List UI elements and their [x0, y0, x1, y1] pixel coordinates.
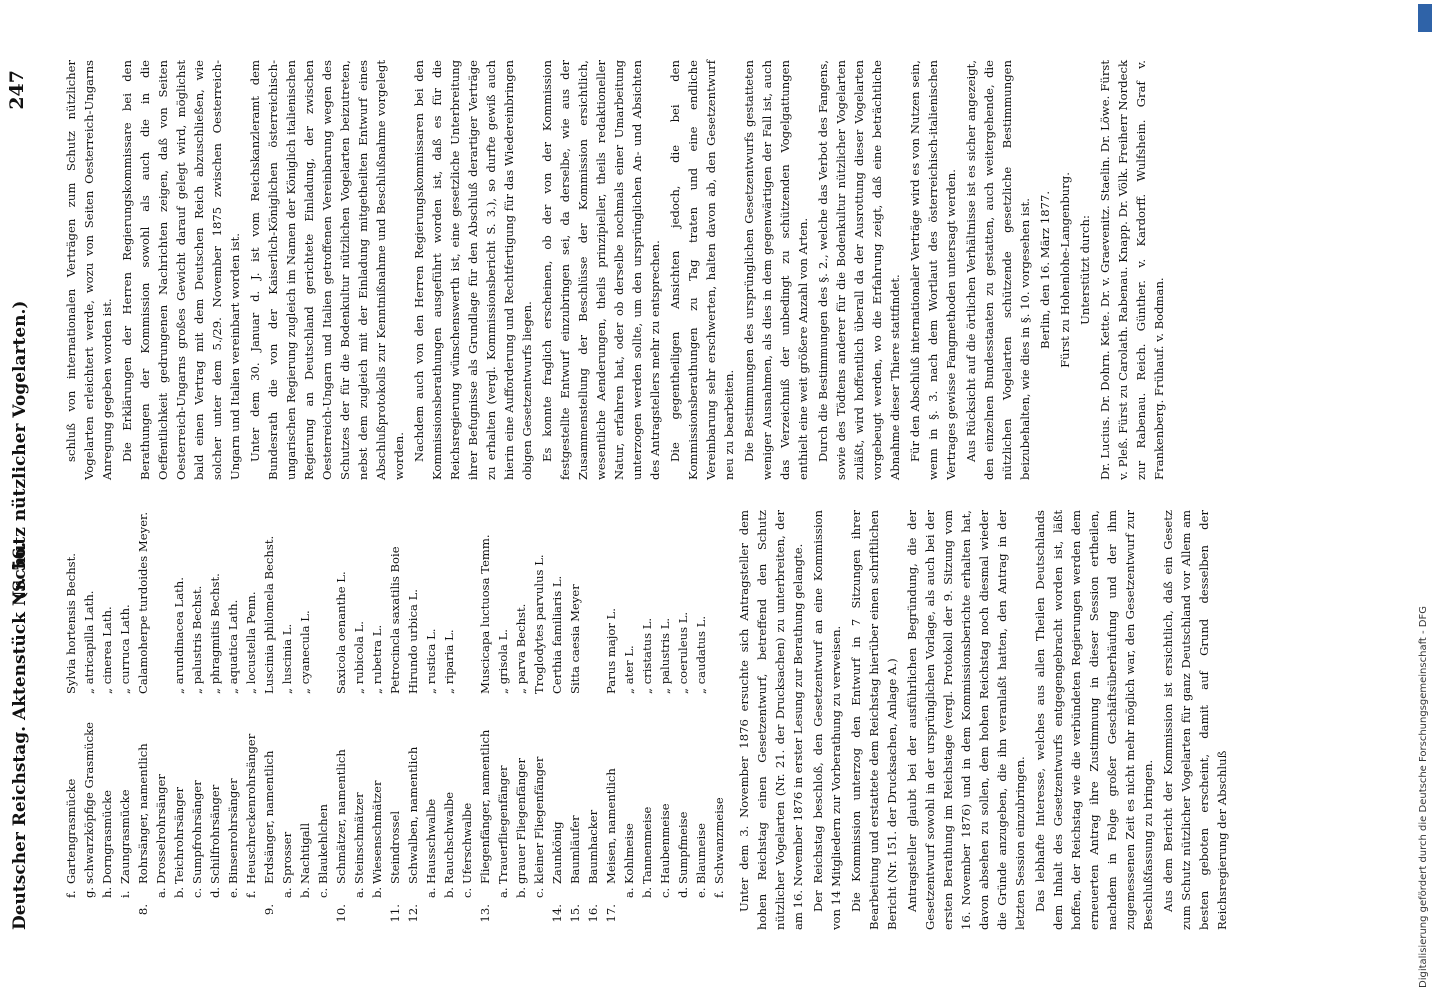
- species-latin-name: „ curruca Lath.: [118, 604, 132, 694]
- species-german-name: Zaungrasmücke: [118, 789, 132, 884]
- species-german-name: Schwalben, namentlich: [406, 746, 420, 884]
- species-german-name: Blaukehlchen: [316, 804, 330, 884]
- species-number: 13.: [478, 904, 492, 923]
- species-number: [98, 898, 116, 930]
- species-number: [440, 898, 458, 930]
- species-row: [530, 510, 548, 930]
- species-latin-name: [152, 510, 170, 694]
- species-row: [368, 510, 386, 930]
- species-number: [116, 898, 134, 930]
- species-row: [188, 510, 206, 930]
- species-row: [476, 510, 494, 930]
- left-paragraph: Das lebhafte Interesse, welches aus allen Theilen Deutschlands dem Inhalt des Gesetzentwurfs entgegengebracht worden ist, läßt hoffen, der Reichstag wie die verbündeten Regierungen werden dem erneuerten Antrag ihre Zustimmung in dieser Session ertheilen, nachdem in Folge großer Geschäftsüberhäufung und der ihm zugemessenen Zeit es nicht mehr möglich war, den Gesetzentwurf zur Beschlußfassung zu bringen.: [1033, 510, 1155, 930]
- species-german-name: Steindrossel: [388, 810, 402, 884]
- species-latin-name: [710, 510, 728, 694]
- page-header: [4, 70, 40, 930]
- species-sub-letter: [332, 884, 350, 898]
- credit-text: Digitalisierung gefördert durch die Deutsche Forschungsgemeinschaft - DFG: [1418, 605, 1429, 988]
- species-number: 10.: [334, 904, 348, 923]
- species-number: [368, 898, 386, 930]
- left-paragraph: Die Kommission unterzog den Entwurf in 7 Sitzungen ihrer Bearbeitung und erstattete dem Reichstag hierüber einen schriftlichen Bericht (Nr. 151. der Drucksachen, Anlage A.): [849, 510, 899, 930]
- species-latin-name: „ luscinia L.: [280, 623, 294, 694]
- species-latin-name: „ grisola L.: [496, 629, 510, 694]
- species-row: [224, 510, 242, 930]
- species-number: [242, 898, 260, 930]
- species-row: [314, 510, 332, 930]
- species-german-name: Baumläufer: [568, 815, 582, 884]
- species-german-name: Rohrsänger, namentlich: [136, 743, 150, 884]
- species-row: [638, 510, 656, 930]
- species-sub-letter: a.: [280, 887, 294, 898]
- species-latin-name: „ parva Bechst.: [514, 603, 528, 694]
- species-number: [170, 898, 188, 930]
- species-german-name: Gartengrasmücke: [64, 778, 78, 884]
- species-number: [314, 898, 332, 930]
- species-latin-name: Troglodytes parvulus L.: [532, 554, 546, 694]
- species-number: [422, 898, 440, 930]
- species-number: [494, 898, 512, 930]
- species-sub-letter: e.: [694, 887, 708, 898]
- species-latin-name: „ cristatus L.: [640, 617, 654, 694]
- species-latin-name: Sitta caesia Meyer: [568, 584, 582, 694]
- species-sub-letter: f.: [712, 890, 726, 898]
- right-paragraph: Nachdem auch von den Herren Regierungskommissaren bei den Kommissionsberathungen ausgeführt worden ist, daß es für die Reichsregierung wünschenswerth ist, eine gesetzliche Unterbreitung ihrer Befugnisse als Grundlage für den Abschluß derartiger Verträge zu erhalten (vergl. Kommissionsbericht S. 3.), so durfte gewiß auch hierin eine Aufforderung und Rechtfertigung für das Wiedereinbringen obigen Gesetzentwurfs liegen.: [412, 60, 534, 480]
- species-row: [134, 510, 152, 930]
- species-sub-letter: a.: [424, 887, 438, 898]
- right-paragraphs: [62, 60, 1034, 480]
- species-sub-letter: [134, 884, 152, 898]
- species-german-name: Schmätzer, namentlich: [334, 749, 348, 884]
- species-german-name: Sumpfrohrsänger: [190, 780, 204, 884]
- species-latin-name: Calamoherpe turdoides Meyer.: [136, 511, 150, 694]
- left-paragraph: Aus dem Bericht der Kommission ist ersichtlich, daß ein Gesetz zum Schutz nützlicher Vogelarten für ganz Deutschland vor Allem am besten geboten erscheint, damit auf Grund desselben der Reichsregierung der Abschluß: [1161, 510, 1229, 930]
- species-latin-name: „ cyanecula L.: [298, 610, 312, 694]
- species-latin-name: [314, 510, 332, 694]
- species-number: 12.: [406, 904, 420, 923]
- header-center: (Schutz nützlicher Vogelarten.): [10, 300, 30, 600]
- species-sub-letter: f.: [64, 890, 78, 898]
- species-number: [350, 898, 368, 930]
- species-sub-letter: c.: [532, 887, 546, 898]
- species-number: [620, 898, 638, 930]
- species-sub-letter: [404, 884, 422, 898]
- species-german-name: Steinschmätzer: [352, 792, 366, 884]
- species-number: [458, 898, 476, 930]
- digitization-credit: [1418, 12, 1432, 988]
- species-german-name: Schwanzmeise: [712, 797, 726, 884]
- right-paragraph: Die Bestimmungen des ursprünglichen Gesetzentwurfs gestatteten weniger Ausnahmen, als dies in dem gegenwärtigen der Fall ist, auch das Verzeichniß der unbedingt zu schützenden Vogelgattungen enthielt eine weit größere Anzahl von Arten.: [742, 60, 810, 480]
- species-number: [188, 898, 206, 930]
- supported-by: Unterstützt durch:: [1078, 215, 1092, 325]
- species-number: 8.: [136, 904, 150, 916]
- species-german-name: Kohlmeise: [622, 823, 636, 884]
- species-german-name: Binsenrohrsänger: [226, 778, 240, 884]
- species-latin-name: „ palustris Bechst.: [190, 585, 204, 694]
- species-number: 15.: [568, 904, 582, 923]
- page-number: 247: [6, 70, 28, 110]
- species-sub-letter: b.: [640, 886, 654, 898]
- species-number: [278, 898, 296, 930]
- species-row: [98, 510, 116, 930]
- species-sub-letter: b.: [298, 886, 312, 898]
- species-german-name: Rauchschwalbe: [442, 791, 456, 884]
- species-latin-name: „ palustris L.: [658, 617, 672, 694]
- species-number: [206, 898, 224, 930]
- species-row: [710, 510, 728, 930]
- species-sub-letter: b.: [442, 886, 456, 898]
- species-row: [152, 510, 170, 930]
- species-sub-letter: f.: [244, 890, 258, 898]
- species-number: 9.: [262, 904, 276, 916]
- right-paragraph: Durch die Bestimmungen des §. 2., welche das Verbot des Fangens, sowie des Tödtens anderer für die Bodenkultur nützlicher Vogelarten zuläßt, wird hoffentlich überall da der Ausrottung dieser Vogelarten vorgebeugt werden, wo die Erfahrung zeigt, daß eine beträchtliche Abnahme dieser Thiere stattfindet.: [816, 60, 902, 480]
- species-latin-name: Hirundo urbica L.: [406, 589, 420, 694]
- signature-date: Berlin, den 16. März 1877.: [1038, 190, 1052, 350]
- species-german-name: Sprosser: [280, 831, 294, 884]
- species-latin-name: „ rubetra L.: [370, 624, 384, 694]
- species-latin-name: „ coeruleus L.: [676, 611, 690, 694]
- species-sub-letter: a.: [352, 887, 366, 898]
- species-latin-name: „ ater L.: [622, 645, 636, 694]
- species-number: 16.: [586, 904, 600, 923]
- species-row: [602, 510, 620, 930]
- species-sub-letter: b.: [370, 886, 384, 898]
- species-sub-letter: [566, 884, 584, 898]
- species-number: [80, 898, 98, 930]
- species-row: [80, 510, 98, 930]
- species-row: [620, 510, 638, 930]
- species-sub-letter: a.: [496, 887, 510, 898]
- species-row: [278, 510, 296, 930]
- species-sub-letter: g.: [82, 886, 96, 898]
- species-row: [512, 510, 530, 930]
- species-latin-name: Parus major L.: [604, 608, 618, 694]
- species-row: [566, 510, 584, 930]
- species-german-name: Meisen, namentlich: [604, 768, 618, 884]
- species-row: [422, 510, 440, 930]
- species-latin-name: [458, 510, 476, 694]
- species-german-name: Nachtigall: [298, 822, 312, 884]
- species-row: [386, 510, 404, 930]
- species-row: [62, 510, 80, 930]
- species-german-name: Dorngrasmücke: [100, 790, 114, 884]
- species-row: [350, 510, 368, 930]
- species-latin-name: Saxicola oenanthe L.: [334, 571, 348, 694]
- species-list: [62, 510, 728, 930]
- species-german-name: Wiesenschmätzer: [370, 780, 384, 884]
- species-number: [62, 898, 80, 930]
- species-row: [116, 510, 134, 930]
- species-row: [206, 510, 224, 930]
- species-latin-name: „ caudatus L.: [694, 615, 708, 694]
- species-german-name: Haubenmeise: [658, 803, 672, 884]
- species-latin-name: [584, 510, 602, 694]
- species-latin-name: Sylvia hortensis Bechst.: [64, 553, 78, 694]
- species-number: [512, 898, 530, 930]
- species-latin-name: „ cinerea Lath.: [100, 606, 114, 694]
- signature-signer: Fürst zu Hohenlohe-Langenburg.: [1058, 172, 1072, 368]
- species-sub-letter: [476, 884, 494, 898]
- species-german-name: Zaunkönig: [550, 821, 564, 884]
- species-sub-letter: b.: [172, 886, 186, 898]
- species-number: [674, 898, 692, 930]
- species-sub-letter: a.: [622, 887, 636, 898]
- species-german-name: Hausschwalbe: [424, 798, 438, 884]
- species-latin-name: „ rubicola L.: [352, 621, 366, 694]
- right-paragraph: schluß von internationalen Verträgen zum Schutz nützlicher Vogelarten erleichtert werde, wozu von Seiten Oesterreich-Ungarns Anregung gegeben worden ist.: [64, 60, 114, 480]
- species-row: [296, 510, 314, 930]
- species-sub-letter: a.: [154, 887, 168, 898]
- species-latin-name: Muscicapa luctuosa Temm.: [478, 534, 492, 694]
- species-latin-name: „ rustica L.: [424, 628, 438, 694]
- species-number: [152, 898, 170, 930]
- species-row: [332, 510, 350, 930]
- species-sub-letter: [548, 884, 566, 898]
- right-paragraph: Für den Abschluß internationaler Verträge wird es von Nutzen sein, wenn in §. 3. nach dem Wortlaut des österreichisch-italienischen Vertrages gewisse Fangmethoden untersagt werden.: [908, 60, 958, 480]
- species-german-name: Trauerfliegenfänger: [496, 765, 510, 884]
- species-number: [224, 898, 242, 930]
- species-row: [458, 510, 476, 930]
- species-german-name: Erdsänger, namentlich: [262, 750, 276, 884]
- left-column-text: [735, 510, 1233, 930]
- species-sub-letter: [602, 884, 620, 898]
- species-row: [260, 510, 278, 930]
- right-paragraph: Unter dem 30. Januar d. J. ist vom Reichskanzleramt dem Bundesrath die von der Kaiserlich-Königlichen österreichisch-ungarischen Regierung zugleich im Namen der Königlich italienischen Regierung an Deutschland gerichtete Einladung, der zwischen Oesterreich-Ungarn und Italien getroffenen Vereinbarung wegen des Schutzes der für die Bodenkultur nützlichen Vogelarten beizutreten, nebst dem zugleich mit der Einladung mitgetheilten Entwurf eines Abschlußprotokolls zur Kenntnißnahme und Beschlußnahme vorgelegt worden.: [248, 60, 406, 480]
- species-latin-name: „ arundinacea Lath.: [172, 577, 186, 694]
- species-number: [692, 898, 710, 930]
- right-paragraph: Die gegentheiligen Ansichten jedoch, die bei den Kommissionsberathungen zu Tag traten und eine endliche Vereinbarung sehr erschwerten, halten davon ab, den Gesetzentwurf neu zu bearbeiten.: [668, 60, 736, 480]
- species-sub-letter: c.: [316, 887, 330, 898]
- species-sub-letter: c.: [658, 887, 672, 898]
- species-sub-letter: d.: [676, 886, 690, 898]
- species-sub-letter: e.: [226, 887, 240, 898]
- species-row: [548, 510, 566, 930]
- species-sub-letter: [584, 884, 602, 898]
- species-row: [584, 510, 602, 930]
- species-sub-letter: c.: [190, 887, 204, 898]
- left-paragraph: Antragsteller glaubt bei der ausführlichen Begründung, die der Gesetzentwurf sowohl in der ursprünglichen Vorlage, als auch bei der ersten Berathung im Reichstage (vergl. Protokoll der 9. Sitzung vom 16. November 1876) und in dem Kommissionsberichte erhalten hat, davon absehen zu sollen, dem hohen Reichstag noch diesmal wieder die Gründe anzugeben, die ihn veranlaßt hatten, den Antrag in der letzten Session einzubringen.: [905, 510, 1027, 930]
- supporter-names: Dr. Lucius. Dr. Dohrn. Kette. Dr. v. Graevenitz. Staelin. Dr. Löwe. Fürst v. Pleß. Fürst zu Carolath. Rabenau. Knapp. Dr. Völk. Freiherr Nordeck zur Rabenau. Reich. Günther. v. Kardorff. Wulfshein. Graf v. Frankenberg. Frühauf. v. Bodman.: [1098, 60, 1166, 480]
- right-paragraph: Die Erklärungen der Herren Regierungskommissare bei den Berathungen der Kommission sowohl als auch die in die Oeffentlichkeit gedrungenen Nachrichten zeigen, daß von Seiten Oesterreich-Ungarns großes Gewicht darauf gelegt wird, möglichst bald einen Vertrag mit dem Deutschen Reich abzuschließen, wie solcher unter dem 5./29. November 1875 zwischen Oesterreich-Ungarn und Italien vereinbart worden ist.: [120, 60, 242, 480]
- species-german-name: Drosselrohrsänger: [154, 774, 168, 884]
- species-latin-name: „ aquatica Lath.: [226, 599, 240, 694]
- species-sub-letter: d.: [208, 886, 222, 898]
- right-paragraph: Aus Rücksicht auf die örtlichen Verhältnisse ist es sicher angezeigt, den einzelnen Bundesstaaten zu gestatten, auch weitergehende, die nützlichen Vogelarten schützende gesetzliche Bestimmungen beizubehalten, wie dies in §. 10. vorgesehen ist.: [964, 60, 1032, 480]
- species-german-name: Fliegenfänger, namentlich: [478, 729, 492, 884]
- species-number: [296, 898, 314, 930]
- left-paragraph: Unter dem 3. November 1876 ersuchte sich Antragsteller dem hohen Reichstag einen Gesetzentwurf, betreffend den Schutz nützlicher Vogelarten (Nr. 21. der Drucksachen) zu unterbreiten, der am 16. November 1876 in erster Lesung zur Berathung gelangte.: [737, 510, 805, 930]
- species-number: [656, 898, 674, 930]
- right-paragraph: Es konnte fraglich erscheinen, ob der von der Kommission festgestellte Entwurf einzubringen sei, da derselbe, wie aus der Zusammenstellung der Beschlüsse der Kommission ersichtlich, wesentliche Aenderungen, theils prinzipieller, theils redaktioneller Natur, erfahren hat, oder ob derselbe nochmals einer Umarbeitung unterzogen werden sollte, um den ursprünglichen An- und Absichten des Antragstellers mehr zu entsprechen.: [540, 60, 662, 480]
- species-number: [638, 898, 656, 930]
- species-number: [530, 898, 548, 930]
- species-row: [656, 510, 674, 930]
- species-number: 17.: [604, 904, 618, 923]
- species-sub-letter: [260, 884, 278, 898]
- species-german-name: grauer Fliegenfänger: [514, 758, 528, 884]
- species-latin-name: Petrocincla saxatilis Boie: [388, 546, 402, 694]
- species-german-name: Sumpfmeise: [676, 811, 690, 884]
- species-row: [692, 510, 710, 930]
- species-sub-letter: i.: [118, 890, 132, 898]
- species-sub-letter: b.: [514, 886, 528, 898]
- species-german-name: Baumhacker: [586, 809, 600, 884]
- species-sub-letter: h.: [100, 886, 114, 898]
- species-german-name: Uferschwalbe: [460, 802, 474, 884]
- header-left: Deutscher Reichstag. Aktenstück Nr. 56.: [10, 541, 30, 930]
- species-latin-name: Luscinia philomela Bechst.: [262, 535, 276, 694]
- species-number: 11.: [388, 904, 402, 923]
- species-row: [170, 510, 188, 930]
- left-paragraph: Der Reichstag beschloß, den Gesetzentwurf an eine Kommission von 14 Mitgliedern zur Vorberathung zu verweisen.: [811, 510, 843, 930]
- species-german-name: Schilfrohrsänger: [208, 784, 222, 884]
- species-latin-name: Certhia familiaris L.: [550, 575, 564, 694]
- species-row: [494, 510, 512, 930]
- species-latin-name: „ locustella Penn.: [244, 591, 258, 694]
- species-german-name: schwarzköpfige Grasmücke: [82, 721, 96, 884]
- species-latin-name: „ phragmitis Bechst.: [208, 573, 222, 694]
- species-german-name: Blaumeise: [694, 823, 708, 884]
- species-german-name: kleiner Fliegenfänger: [532, 756, 546, 884]
- species-row: [440, 510, 458, 930]
- species-number: 14.: [550, 904, 564, 923]
- species-number: [710, 898, 728, 930]
- species-row: [242, 510, 260, 930]
- right-column-text: [62, 60, 1170, 480]
- species-latin-name: „ riparia L.: [442, 629, 456, 694]
- species-latin-name: „ atricapilla Lath.: [82, 590, 96, 694]
- species-german-name: Heuschreckenrohrsänger: [244, 733, 258, 884]
- species-row: [674, 510, 692, 930]
- species-german-name: Teichrohrsänger: [172, 786, 186, 884]
- species-german-name: Tannenmeise: [640, 806, 654, 884]
- species-row: [404, 510, 422, 930]
- species-sub-letter: c.: [460, 887, 474, 898]
- species-sub-letter: [386, 884, 404, 898]
